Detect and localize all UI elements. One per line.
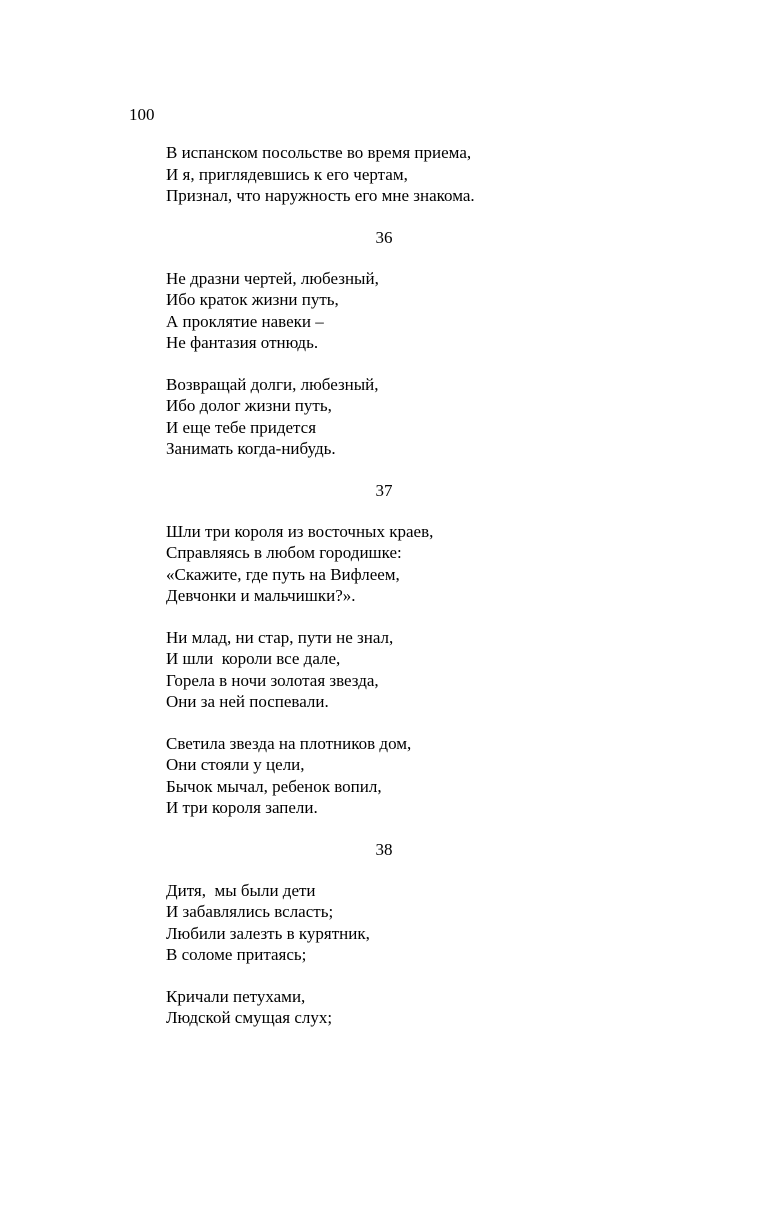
verse-line: «Скажите, где путь на Вифлеем, [166, 564, 400, 584]
poem-number: 36 [375, 227, 393, 247]
verse-line: Горела в ночи золотая звезда, [166, 670, 379, 690]
verse-line: В испанском посольстве во время приема, [166, 143, 472, 162]
page-content [166, 142, 686, 1049]
poem-number: 37 [375, 480, 393, 500]
verse-line: Занимать когда-нибудь. [166, 439, 336, 458]
page-number: 100 [129, 105, 155, 124]
verse-line: Не фантазия отнюдь. [166, 333, 319, 352]
verse-line: Не дразни чертей, любезный, [166, 268, 379, 288]
verse-line: Кричали петухами, [166, 986, 306, 1006]
stanza [166, 521, 686, 607]
stanza [166, 142, 686, 207]
verse-line: Признал, что наружность его мне знакома. [166, 186, 475, 205]
verse-line: Шли три короля из восточных краев, [166, 521, 434, 541]
verse-line: Возвращай долги, любезный, [166, 374, 379, 394]
verse-line: Людской смущая слух; [166, 1008, 333, 1027]
verse-line: И шли короли все дале, [166, 649, 341, 668]
stanza [166, 374, 686, 460]
poem-number: 38 [375, 839, 393, 859]
stanza [166, 733, 686, 819]
verse-line: Ибо краток жизни путь, [166, 290, 339, 309]
verse-line: А проклятие навеки – [166, 311, 324, 331]
stanza [166, 268, 686, 354]
verse-line: Дитя, мы были дети [166, 880, 316, 900]
verse-line: И я, приглядевшись к его чертам, [166, 164, 408, 184]
verse-line: Ибо долог жизни путь, [166, 396, 332, 415]
verse-line: Они за ней поспевали. [166, 692, 329, 711]
verse-line: Девчонки и мальчишки?». [166, 586, 356, 605]
verse-line: Бычок мычал, ребенок вопил, [166, 776, 382, 796]
verse-line: И три короля запели. [166, 798, 318, 817]
stanza [166, 880, 686, 966]
verse-line: Справляясь в любом городишке: [166, 543, 402, 562]
verse-line: Ни млад, ни стар, пути не знал, [166, 627, 394, 647]
verse-line: Светила звезда на плотников дом, [166, 733, 412, 753]
verse-line: Любили залезть в курятник, [166, 923, 370, 943]
verse-line: И еще тебе придется [166, 417, 317, 437]
verse-line: Они стояли у цели, [166, 755, 305, 774]
stanza [166, 986, 686, 1029]
verse-line: И забавлялись всласть; [166, 902, 334, 921]
stanza [166, 627, 686, 713]
verse-line: В соломе притаясь; [166, 945, 307, 964]
